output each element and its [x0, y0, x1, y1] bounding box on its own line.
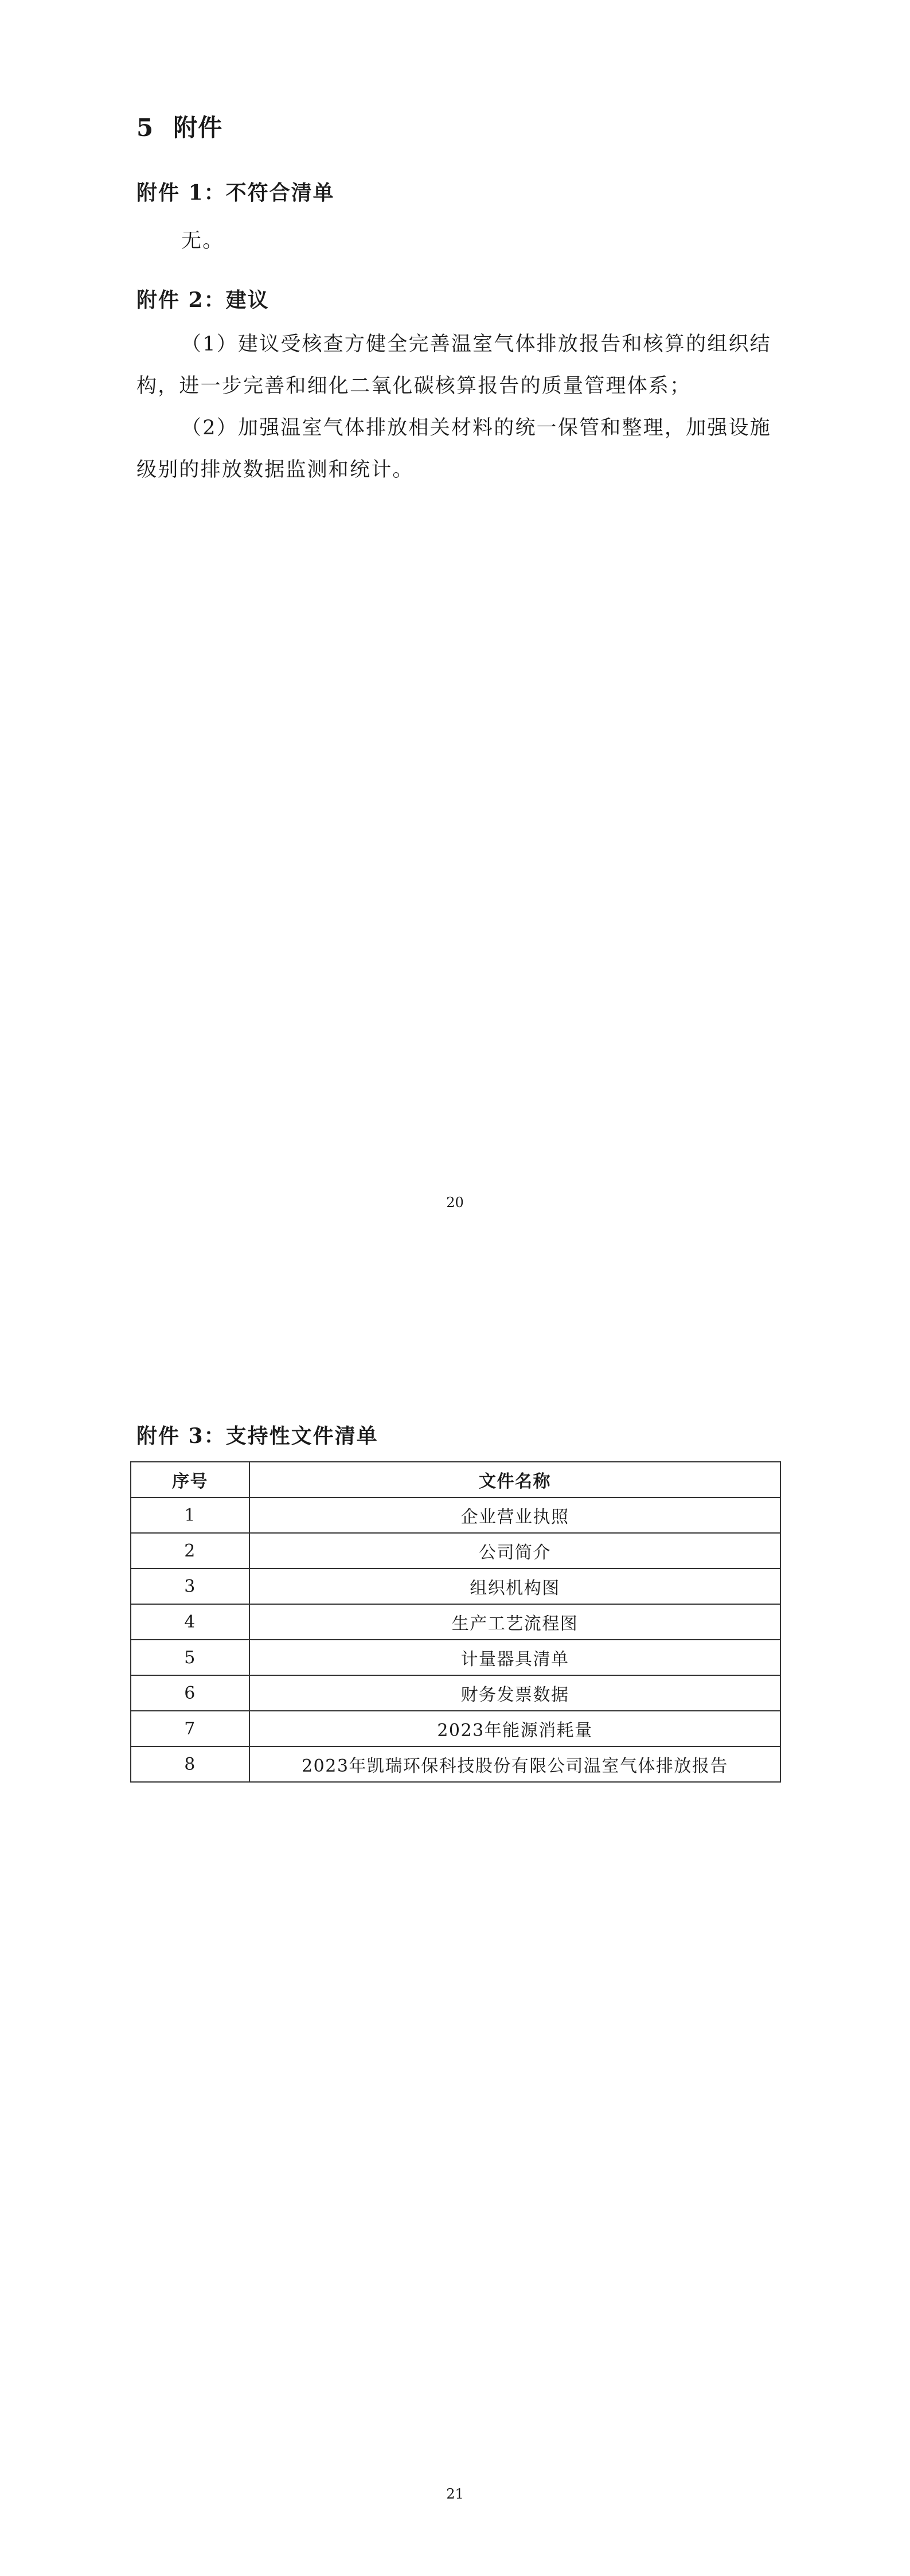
- supporting-documents-table: [130, 1461, 781, 1783]
- annex-3-heading: 附件 3：支持性文件清单: [136, 1424, 378, 1448]
- row-index: 7: [131, 1711, 249, 1746]
- annex-1-heading: 附件 1：不符合清单: [136, 181, 335, 205]
- section-title-text: 附件: [173, 114, 223, 142]
- table-row: [131, 1746, 780, 1782]
- row-document-name: 2023年能源消耗量: [249, 1711, 780, 1746]
- annex-2-line-4: 级别的排放数据监测和统计。: [136, 458, 414, 481]
- row-index: 5: [131, 1640, 249, 1675]
- row-document-name: 计量器具清单: [249, 1640, 780, 1675]
- table-row: [131, 1640, 780, 1675]
- column-header-index: 序号: [131, 1462, 249, 1497]
- section-title: [136, 109, 222, 143]
- annex-2-line-3: （2）加强温室气体排放相关材料的统一保管和整理，加强设施: [181, 417, 771, 439]
- row-index: 1: [131, 1497, 249, 1533]
- annex-2-heading: 附件 2：建议: [136, 288, 270, 312]
- row-index: 3: [131, 1569, 249, 1604]
- row-document-name: 组织机构图: [249, 1569, 780, 1604]
- row-document-name: 生产工艺流程图: [249, 1604, 780, 1640]
- table-row: [131, 1675, 780, 1711]
- section-number: 5: [136, 114, 154, 142]
- row-index: 4: [131, 1604, 249, 1640]
- row-document-name: 企业营业执照: [249, 1497, 780, 1533]
- row-document-name: 财务发票数据: [249, 1675, 780, 1711]
- row-document-name: 2023年凯瑞环保科技股份有限公司温室气体排放报告: [249, 1746, 780, 1782]
- annex-2-line-2: 构，进一步完善和细化二氧化碳核算报告的质量管理体系；: [136, 375, 692, 398]
- table-row: [131, 1533, 780, 1569]
- row-index: 2: [131, 1533, 249, 1569]
- page-number-20: 20: [446, 1194, 464, 1211]
- row-index: 8: [131, 1746, 249, 1782]
- table-header-row: [131, 1462, 780, 1497]
- row-document-name: 公司简介: [249, 1533, 780, 1569]
- table-row: [131, 1497, 780, 1533]
- annex-1-body: 无。: [181, 229, 224, 252]
- table-row: [131, 1604, 780, 1640]
- column-header-document-name: 文件名称: [249, 1462, 780, 1497]
- table-row: [131, 1711, 780, 1746]
- page-number-21: 21: [446, 2486, 464, 2502]
- row-index: 6: [131, 1675, 249, 1711]
- annex-2-line-1: （1）建议受核查方健全完善温室气体排放报告和核算的组织结: [181, 333, 771, 356]
- table-row: [131, 1569, 780, 1604]
